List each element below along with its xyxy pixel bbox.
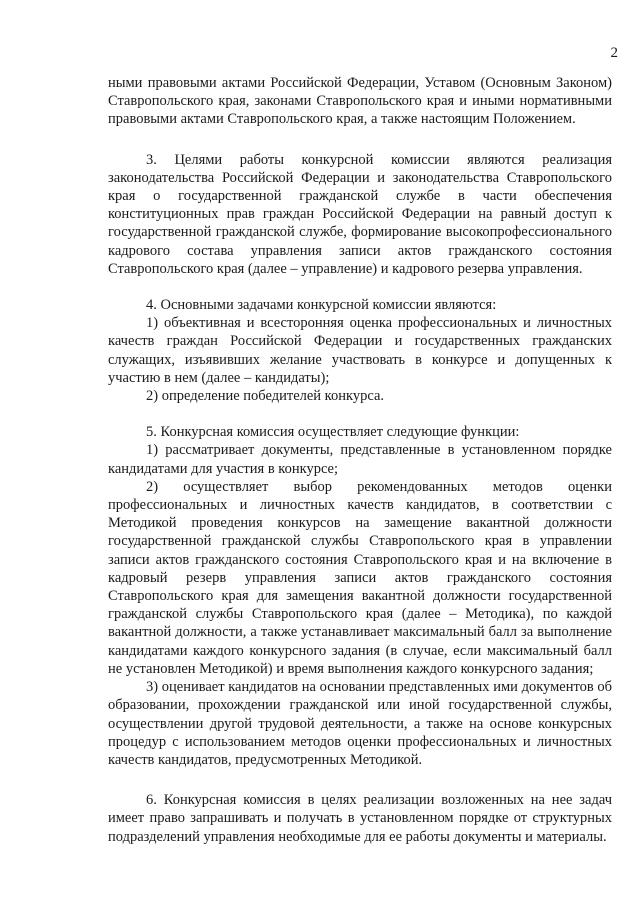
paragraph-item-5-2: 2) осуществляет выбор рекомендованных методов оценки профессиональных и личностных качеств кандидатов, в соответствии с Методикой проведения конкурсов на замещение вакантной должности государственной гражданской службы Ставропольского края в управлении записи актов гражданского состояния Ставропольского края и на включение в кадровый резерв управления записи актов гражданского состояния Ставропольского края для замещения вакантной должности государственной гражданской службы Ставропольского края (далее – Методика), по каждой вакантной должности, а также устанавливает максимальный балл за выполнение кандидатами каждого конкурсного задания (в случае, если максимальный балл не установлен Методикой) и время выполнения каждого конкурсного задания; [108, 478, 612, 677]
paragraph-continuation: ными правовыми актами Российской Федерации, Уставом (Основным Законом) Ставропольского края, законами Ставропольского края и иными нормативными правовыми актами Ставропольского края, а также настоящим Положением. [108, 75, 612, 128]
paragraph-item-6: 6. Конкурсная комиссия в целях реализации возложенных на нее задач имеет право запрашивать и получать в установленном порядке от структурных подразделений управления необходимые для ее работы документы и материалы. [108, 792, 612, 845]
paragraph-item-5: 5. Конкурсная комиссия осуществляет следующие функции: [146, 424, 520, 441]
paragraph-item-4-2: 2) определение победителей конкурса. [146, 388, 385, 405]
paragraph-item-3: 3. Целями работы конкурсной комиссии являются реализация законодательства Российской Федерации и законодательства Ставропольского края о государственной гражданской службе в части обеспечения конституционных прав граждан Российской Федерации на равный доступ к государственной гражданской службе, формирование высокопрофессионального кадрового состава управления записи актов гражданского состояния Ставропольского края (далее – управление) и кадрового резерва управления. [108, 151, 612, 277]
page-number: 2 [610, 45, 618, 61]
paragraph-item-4-1: 1) объективная и всесторонняя оценка профессиональных и личностных качеств граждан Российской Федерации и государственных гражданских служащих, изъявивших желание участвовать в конкурсе и допущенных к участию в нем (далее – кандидаты); [108, 315, 612, 386]
paragraph-item-4: 4. Основными задачами конкурсной комиссии являются: [146, 297, 497, 314]
paragraph-item-5-1: 1) рассматривает документы, представленные в установленном порядке кандидатами для участия в конкурсе; [108, 442, 612, 477]
document-body [108, 74, 612, 846]
paragraph-item-5-3: 3) оценивает кандидатов на основании представленных ими документов об образовании, прохождении гражданской или иной государственной службы, осуществлении другой трудовой деятельности, а также на основе конкурсных процедур с использованием методов оценки профессиональных и личностных качеств кандидатов, предусмотренных Методикой. [108, 679, 612, 768]
